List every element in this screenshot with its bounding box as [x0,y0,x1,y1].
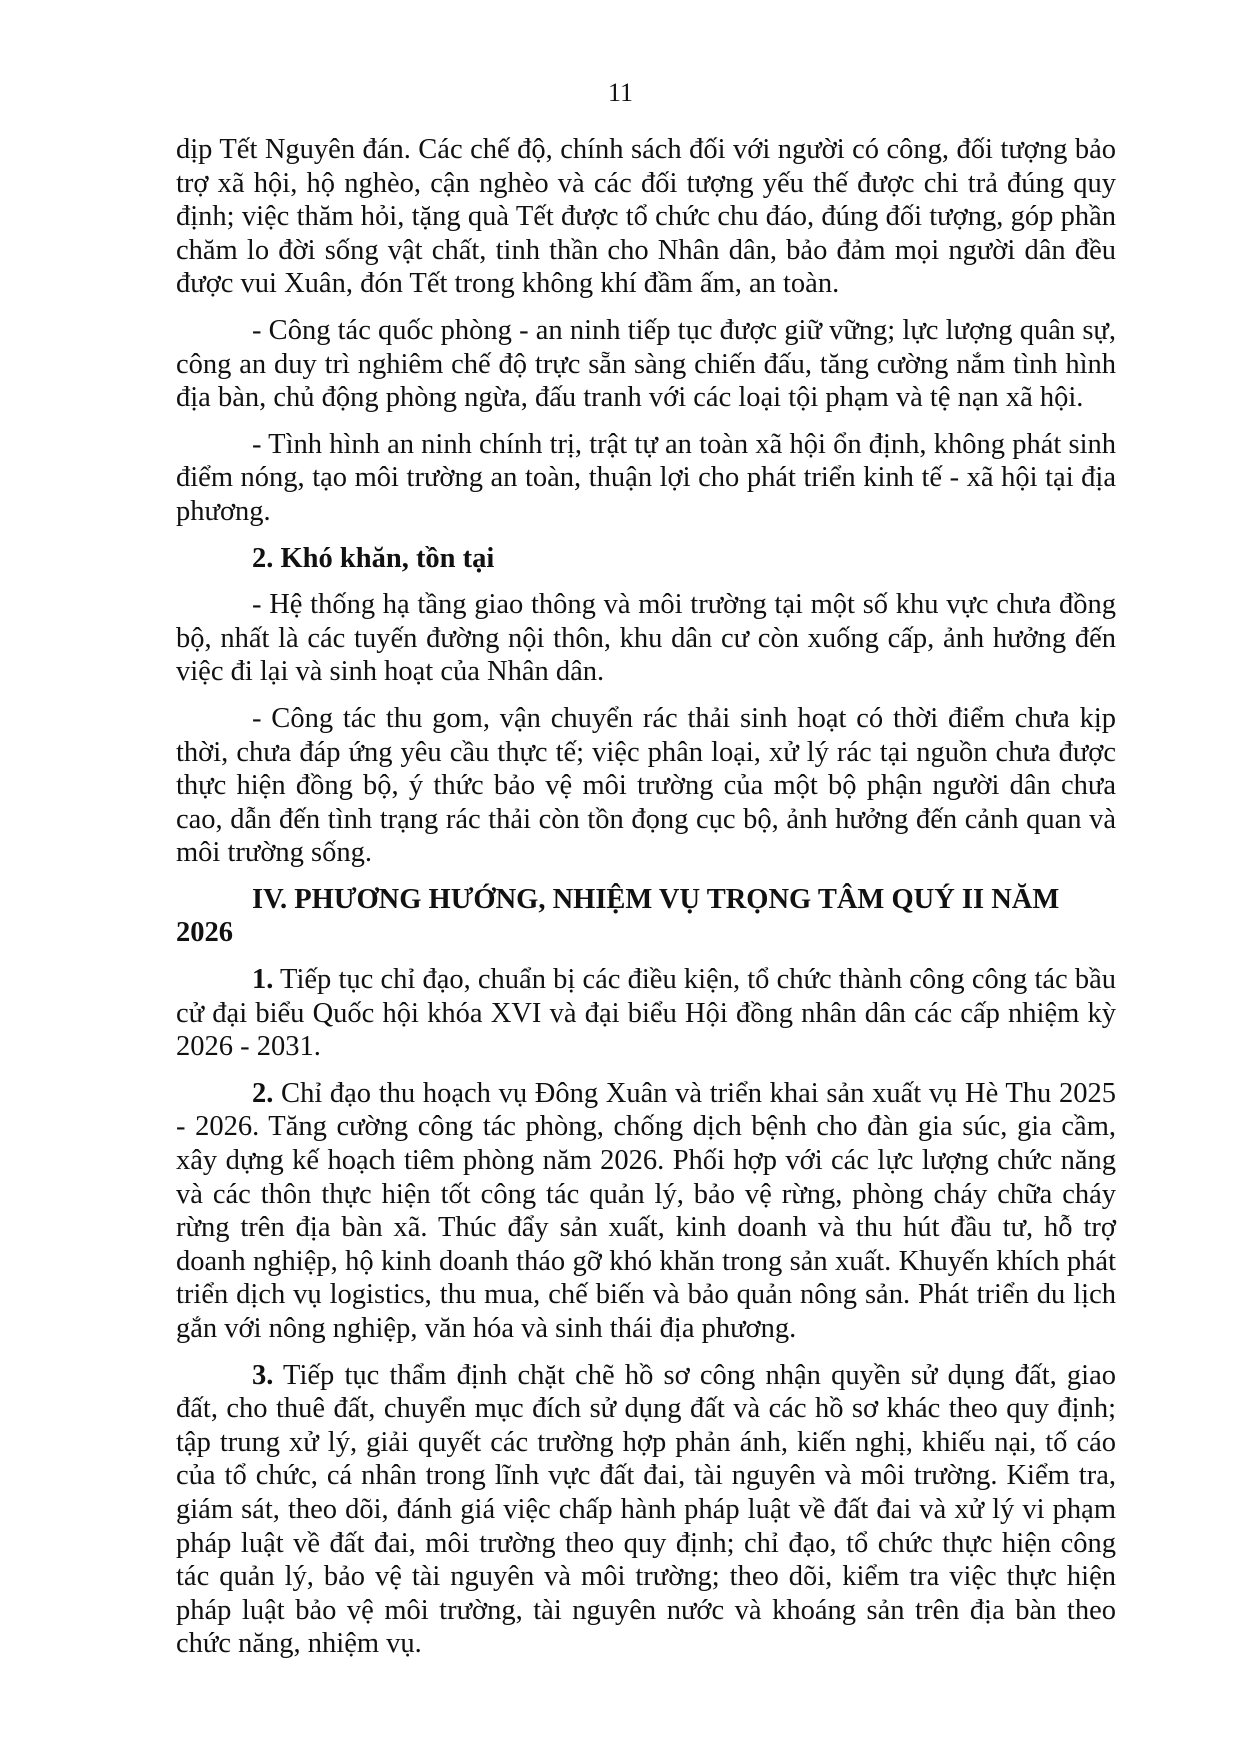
paragraph-infrastructure: - Hệ thống hạ tầng giao thông và môi trường tại một số khu vực chưa đồng bộ, nhất là các tuyến đường nội thôn, khu dân cư còn xuống cấp, ảnh hưởng đến việc đi lại và sinh hoạt của Nhân dân. [176,589,1116,688]
item-number: 2. [252,1077,274,1109]
item-number: 1. [252,964,274,996]
section-heading-directions: IV. PHƯƠNG HƯỚNG, NHIỆM VỤ TRỌNG TÂM QUÝ II NĂM 2026 [176,883,1060,949]
paragraph-political-security: - Tình hình an ninh chính trị, trật tự an toàn xã hội ổn định, không phát sinh điểm nóng, tạo môi trường an toàn, thuận lợi cho phát triển kinh tế - xã hội tại địa phương. [176,428,1116,527]
item-text: Chỉ đạo thu hoạch vụ Đông Xuân và triển khai sản xuất vụ Hè Thu 2025 - 2026. Tăng cường công tác phòng, chống dịch bệnh cho đàn gia súc, gia cầm, xây dựng kế hoạch tiêm phòng năm 2026. Phối hợp với các lực lượng chức năng và các thôn thực hiện tốt công tác quản lý, bảo vệ rừng, phòng cháy chữa cháy rừng trên địa bàn xã. Thúc đẩy sản xuất, kinh doanh và thu hút đầu tư, hỗ trợ doanh nghiệp, hộ kinh doanh tháo gỡ khó khăn trong sản xuất. Khuyến khích phát triển dịch vụ logistics, thu mua, chế biến và bảo quản nông sản. Phát triển du lịch gắn với nông nghiệp, văn hóa và sinh thái địa phương. [176,1077,1116,1344]
paragraph-continuation: dịp Tết Nguyên đán. Các chế độ, chính sách đối với người có công, đối tượng bảo trợ xã hội, hộ nghèo, cận nghèo và các đối tượng yếu thế được chi trả đúng quy định; việc thăm hỏi, tặng quà Tết được tổ chức chu đáo, đúng đối tượng, góp phần chăm lo đời sống vật chất, tinh thần cho Nhân dân, bảo đảm mọi người dân đều được vui Xuân, đón Tết trong không khí đầm ấm, an toàn. [176,134,1116,300]
page-number: 11 [607,78,634,107]
paragraph-defense-security: - Công tác quốc phòng - an ninh tiếp tục được giữ vững; lực lượng quân sự, công an duy trì nghiêm chế độ trực sẵn sàng chiến đấu, tăng cường nắm tình hình địa bàn, chủ động phòng ngừa, đấu tranh với các loại tội phạm và tệ nạn xã hội. [176,314,1116,414]
list-item [176,963,1116,1064]
paragraph-waste-collection: - Công tác thu gom, vận chuyển rác thải sinh hoạt có thời điểm chưa kịp thời, chưa đáp ứng yêu cầu thực tế; việc phân loại, xử lý rác tại nguồn chưa được thực hiện đồng bộ, ý thức bảo vệ môi trường của một bộ phận người dân chưa cao, dẫn đến tình trạng rác thải còn tồn đọng cục bộ, ảnh hưởng đến cảnh quan và môi trường sống. [176,702,1116,869]
section-heading-difficulties: 2. Khó khăn, tồn tại [252,542,495,574]
item-text: Tiếp tục chỉ đạo, chuẩn bị các điều kiện, tổ chức thành công công tác bầu cử đại biểu Quốc hội khóa XVI và đại biểu Hội đồng nhân dân các cấp nhiệm kỳ 2026 - 2031. [176,964,1116,1063]
list-item [176,1077,1116,1346]
item-number: 3. [252,1359,274,1391]
list-item [176,1359,1116,1661]
document-body [176,133,1116,1674]
item-text: Tiếp tục thẩm định chặt chẽ hồ sơ công nhận quyền sử dụng đất, giao đất, cho thuê đất, chuyển mục đích sử dụng đất và các hồ sơ khác theo quy định; tập trung xử lý, giải quyết các trường hợp phản ánh, kiến nghị, khiếu nại, tố cáo của tổ chức, cá nhân trong lĩnh vực đất đai, tài nguyên và môi trường. Kiểm tra, giám sát, theo dõi, đánh giá việc chấp hành pháp luật về đất đai và xử lý vi phạm pháp luật về đất đai, môi trường theo quy định; chỉ đạo, tổ chức thực hiện công tác quản lý, bảo vệ tài nguyên và môi trường; theo dõi, kiểm tra việc thực hiện pháp luật bảo vệ môi trường, tài nguyên nước và khoáng sản trên địa bàn theo chức năng, nhiệm vụ. [176,1359,1116,1660]
